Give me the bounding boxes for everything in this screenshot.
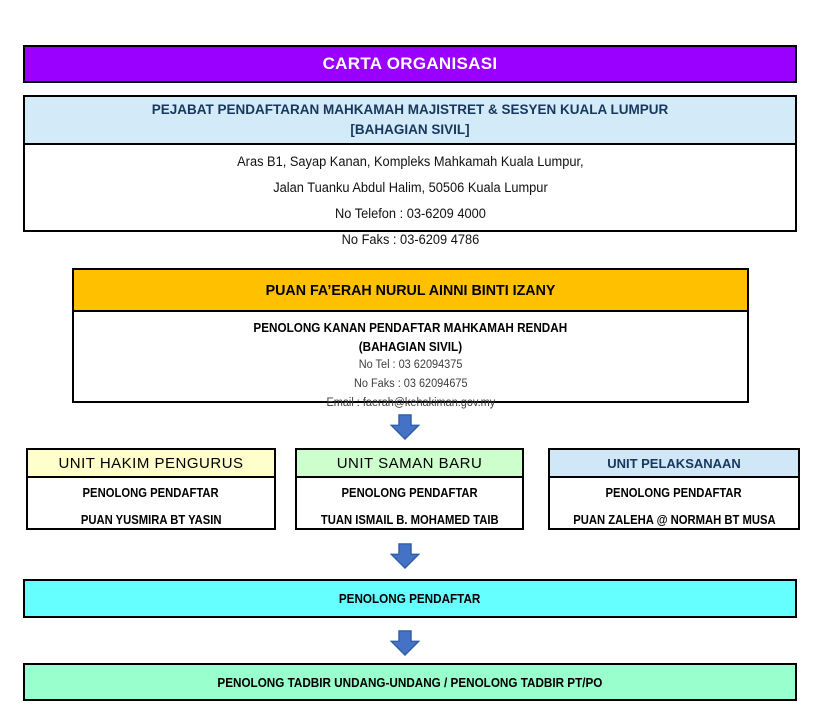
office-address-line1: Aras B1, Sayap Kanan, Kompleks Mahkamah Kuala Lumpur, — [236, 154, 584, 169]
head-details — [74, 312, 747, 413]
head-title-line1: PENOLONG KANAN PENDAFTAR MAHKAMAH RENDAH — [253, 320, 568, 335]
office-phone: No Telefon : 03-6209 4000 — [334, 206, 486, 221]
unit-hakim-pengurus-name: UNIT HAKIM PENGURUS — [58, 454, 244, 472]
unit-role: PENOLONG PENDAFTAR — [82, 486, 220, 500]
down-arrow-shape — [391, 544, 419, 568]
head-registrar-box — [72, 268, 749, 409]
unit-role: PENOLONG PENDAFTAR — [341, 486, 478, 500]
penolong-pendaftar-banner — [23, 579, 797, 618]
unit-saman-baru-name: UNIT SAMAN BARU — [336, 454, 483, 472]
head-email: Email : faerah@kehakiman.gov.my — [326, 397, 495, 409]
unit-hakim-pengurus-header — [28, 450, 274, 478]
unit-person: TUAN ISMAIL B. MOHAMED TAIB — [320, 513, 499, 527]
head-fax: No Faks : 03 62094675 — [353, 378, 468, 390]
title-banner — [23, 45, 797, 83]
penolong-tadbir-banner — [23, 663, 797, 701]
office-name-line1: PEJABAT PENDAFTARAN MAHKAMAH MAJISTRET & SESYEN KUALA LUMPUR — [151, 102, 669, 117]
unit-pelaksanaan-name: UNIT PELAKSANAAN — [607, 455, 741, 471]
office-address-line2: Jalan Tuanku Abdul Halim, 50506 Kuala Lumpur — [272, 180, 548, 195]
unit-pelaksanaan-header — [550, 450, 798, 478]
unit-box-pelaksanaan — [548, 448, 800, 530]
unit-pelaksanaan-body — [550, 486, 798, 527]
head-tel: No Tel : 03 62094375 — [358, 359, 463, 371]
head-title-line2: (BAHAGIAN SIVIL) — [358, 339, 463, 354]
head-name: PUAN FA’ERAH NURUL AINNI BINTI IZANY — [265, 281, 556, 299]
unit-role: PENOLONG PENDAFTAR — [605, 486, 743, 500]
unit-hakim-pengurus-body — [28, 486, 274, 527]
unit-person: PUAN ZALEHA @ NORMAH BT MUSA — [572, 513, 776, 527]
down-arrow-shape — [391, 631, 419, 655]
unit-box-saman-baru — [295, 448, 524, 530]
office-name-line2: [BAHAGIAN SIVIL] — [350, 122, 470, 137]
office-name-header — [25, 97, 795, 145]
down-arrow-icon — [390, 414, 420, 440]
unit-saman-baru-body — [297, 486, 522, 527]
head-name-header — [74, 270, 747, 312]
unit-person: PUAN YUSMIRA BT YASIN — [80, 513, 222, 527]
office-address-block — [25, 145, 795, 253]
down-arrow-icon — [390, 543, 420, 569]
office-fax: No Faks : 03-6209 4786 — [341, 232, 479, 247]
down-arrow-icon — [390, 630, 420, 656]
unit-saman-baru-header — [297, 450, 522, 478]
unit-box-hakim-pengurus — [26, 448, 276, 530]
office-info-box — [23, 95, 797, 247]
down-arrow-shape — [391, 415, 419, 439]
page-title: CARTA ORGANISASI — [322, 54, 498, 73]
penolong-tadbir-label: PENOLONG TADBIR UNDANG-UNDANG / PENOLONG TADBIR PT/PO — [217, 674, 603, 690]
penolong-pendaftar-label: PENOLONG PENDAFTAR — [339, 591, 481, 606]
